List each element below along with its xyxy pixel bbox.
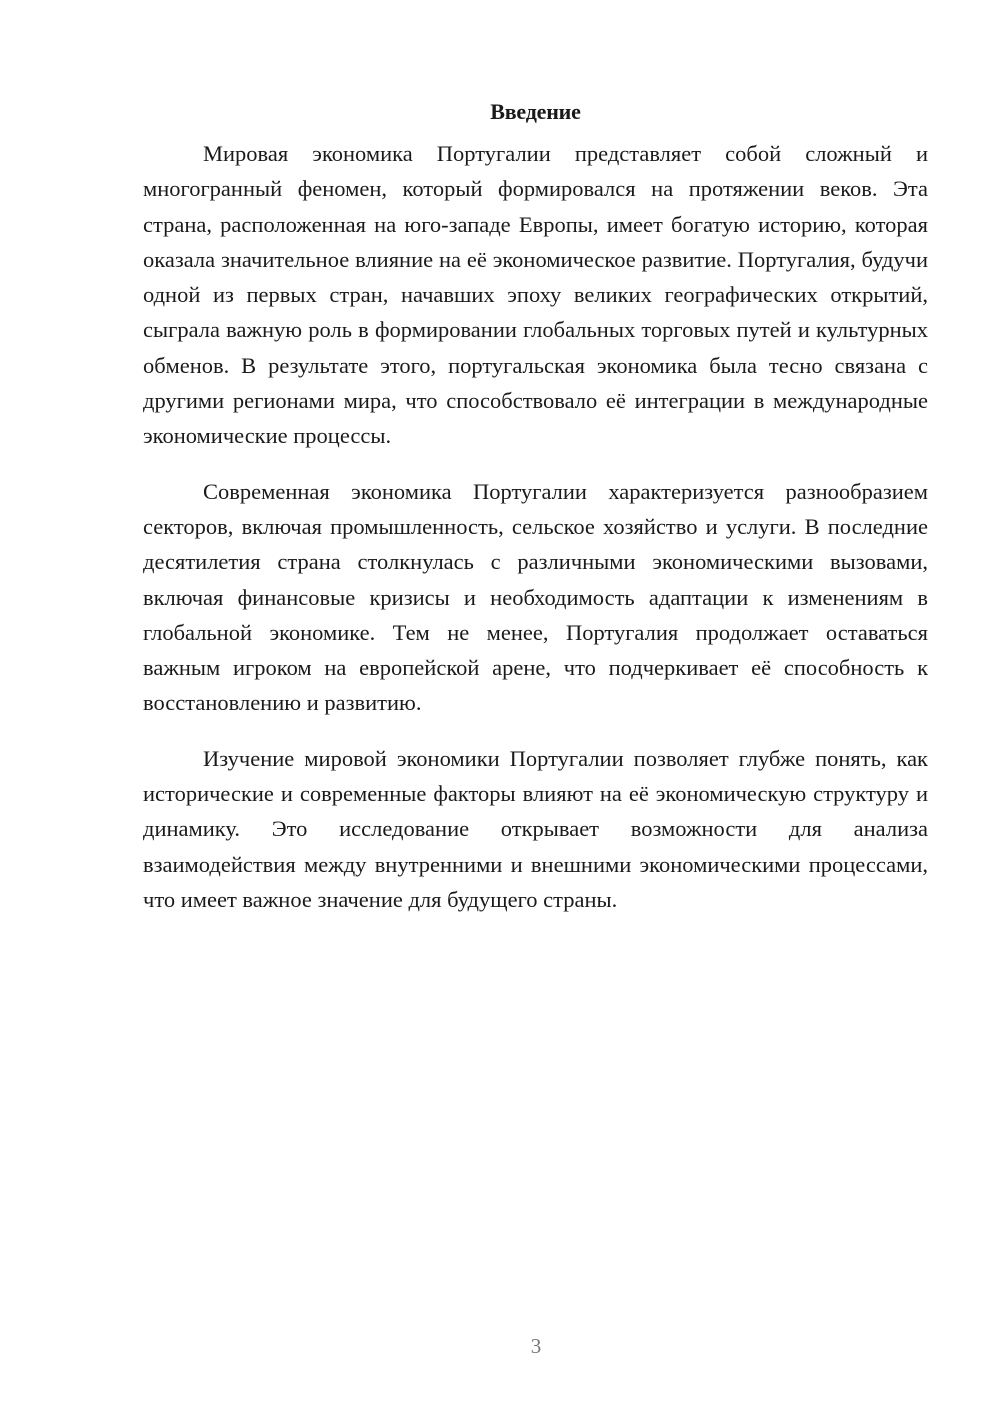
page-number: 3 — [530, 1334, 542, 1358]
paragraph-2: Современная экономика Португалии характеризуется разнообразием секторов, включая промышленность, сельское хозяйство и услуги. В последние десятилетия страна столкнулась с различными экономическими вызовами, включая финансовые кризисы и необходимость адаптации к изменениям в глобальной экономике. Тем не менее, Португалия продолжает оставаться важным игроком на европейской арене, что подчеркивает её способность к восстановлению и развитию. — [143, 478, 928, 716]
page-content — [143, 96, 928, 937]
paragraph-1: Мировая экономика Португалии представляет собой сложный и многогранный феномен, который формировался на протяжении веков. Эта страна, расположенная на юго-западе Европы, имеет богатую историю, которая оказала значительное влияние на её экономическое развитие. Португалия, будучи одной из первых стран, начавших эпоху великих географических открытий, сыграла важную роль в формировании глобальных торговых путей и культурных обменов. В результате этого, португальская экономика была тесно связана с другими регионами мира, что способствовало её интеграции в международные экономические процессы. — [143, 141, 928, 449]
section-title: Введение — [490, 99, 581, 124]
paragraph-3: Изучение мировой экономики Португалии позволяет глубже понять, как исторические и современные факторы влияют на её экономическую структуру и динамику. Это исследование открывает возможности для анализа взаимодействия между внутренними и внешними экономическими процессами, что имеет важное значение для будущего страны. — [143, 745, 928, 912]
